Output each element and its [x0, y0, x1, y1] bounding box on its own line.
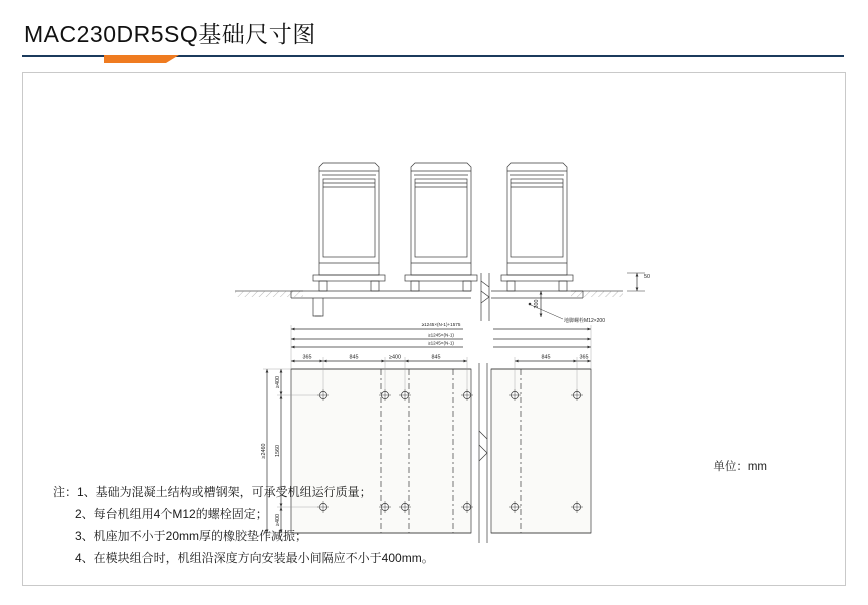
- note-item: 注：1、基础为混凝土结构或槽钢架，可承受机组运行质量；: [53, 485, 372, 499]
- dim-1560: 1560: [275, 445, 281, 457]
- dim-400-top-vertical: ≥400: [275, 376, 281, 388]
- dim-400-gap: ≥400: [389, 354, 401, 361]
- notes-block: [53, 481, 813, 569]
- dim-third-overall: ≥1245×(N-1): [428, 340, 454, 346]
- dim-845-b: 845: [431, 354, 441, 361]
- title-accent-bar: [104, 55, 166, 63]
- dim-second-overall: ≥1245×(N-1): [428, 332, 454, 338]
- dim-845-c: 845: [541, 354, 551, 361]
- dim-2460: ≥2460: [261, 443, 267, 459]
- dim-845-a: 845: [349, 354, 359, 361]
- dim-50: 50: [644, 274, 650, 280]
- dim-top-overall: ≥1245×(N-1)+1575: [421, 322, 461, 327]
- note-item: 4、在模块组合时，机组沿深度方向安装最小间隔应不小于400mm。: [75, 551, 434, 565]
- note-item: 3、机座加不小于20mm厚的橡胶垫作减振；: [75, 529, 308, 543]
- page-title: MAC230DR5SQ基础尺寸图: [24, 21, 316, 47]
- dim-365-left: 365: [302, 354, 312, 361]
- note-item: 2、每台机组用4个M12的螺栓固定；: [75, 507, 268, 521]
- unit-note: 单位：mm: [713, 461, 767, 473]
- dim-365-right: 365: [579, 354, 589, 361]
- dim-300: 300: [534, 299, 540, 309]
- drawing-frame: [22, 72, 846, 586]
- anchor-bolt-label: 地脚螺栓M12×200: [564, 318, 605, 324]
- dim-400-bottom-vertical: ≥400: [275, 514, 281, 526]
